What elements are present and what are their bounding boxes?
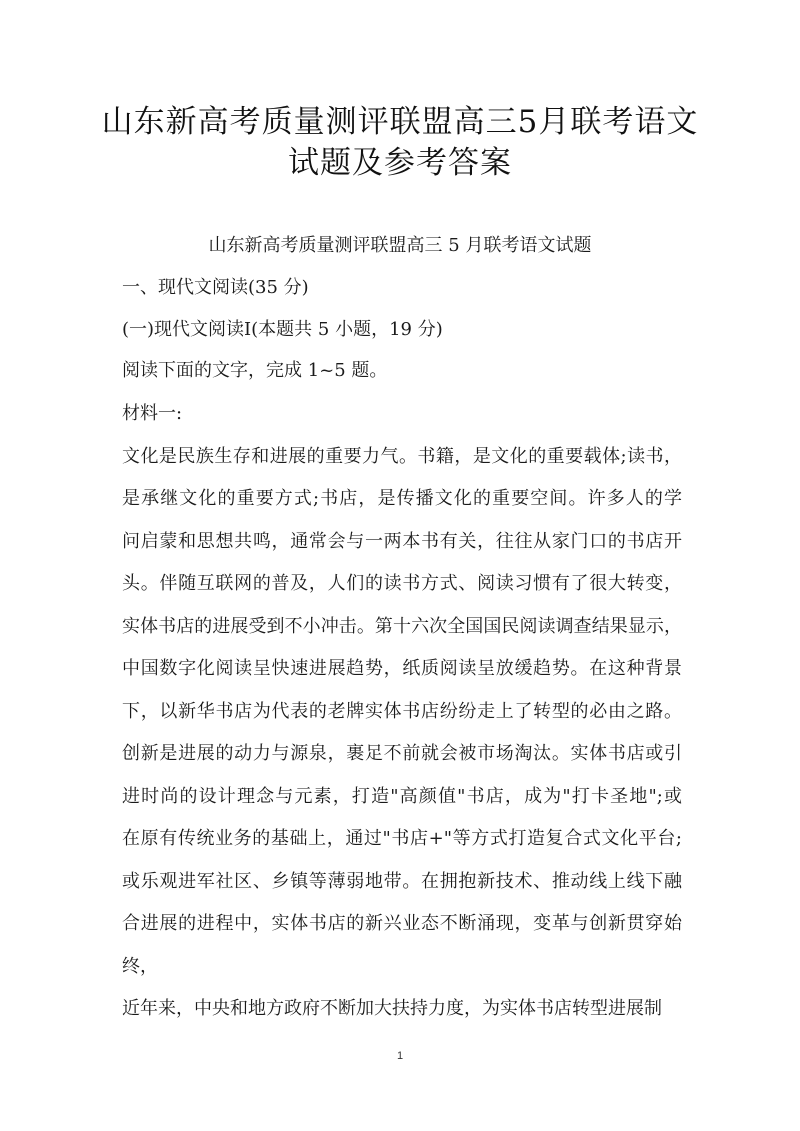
paragraph-line: 问启蒙和思想共鸣，通常会与一两本书有关，往往从家门口的书店开	[122, 531, 682, 552]
paragraph-line: 合进展的进程中，实体书店的新兴业态不断涌现，变革与创新贯穿始	[122, 913, 682, 934]
paragraph-line: 头。伴随互联网的普及，人们的读书方式、阅读习惯有了很大转变，	[122, 573, 682, 594]
paragraph-line: 实体书店的进展受到不小冲击。第十六次全国国民阅读调查结果显示，	[122, 616, 682, 637]
paragraph-line: 终，	[122, 956, 158, 977]
paragraph-line: 或乐观进军社区、乡镇等薄弱地带。在拥抱新技术、推动线上线下融	[122, 871, 682, 892]
paragraph-line: 进时尚的设计理念与元素，打造"高颜值"书店，成为"打卡圣地";或	[122, 786, 682, 807]
paragraph-line: 下，以新华书店为代表的老牌实体书店纷纷走上了转型的必由之路。	[122, 701, 682, 722]
paragraph-line: 近年来，中央和地方政府不断加大扶持力度，为实体书店转型进展制	[122, 998, 662, 1019]
paragraph-line: 创新是进展的动力与源泉，裹足不前就会被市场淘汰。实体书店或引	[122, 743, 682, 764]
subsection-heading: (一)现代文阅读Ⅰ(本题共 5 小题，19 分)	[122, 319, 443, 340]
exam-subtitle: 山东新高考质量测评联盟高三 5 月联考语文试题	[208, 235, 592, 256]
paragraph-line: 文化是民族生存和进展的重要力气。书籍，是文化的重要载体;读书，	[122, 446, 682, 467]
document-title-line-2: 试题及参考答案	[288, 145, 512, 181]
reading-instruction: 阅读下面的文字，完成 1~5 题。	[122, 360, 388, 381]
page-number: 1	[396, 1050, 404, 1062]
paragraph-line: 是承继文化的重要方式;书店，是传播文化的重要空间。许多人的学	[122, 488, 682, 509]
document-title-line-1: 山东新高考质量测评联盟高三5月联考语文	[101, 104, 699, 140]
material-label: 材料一:	[122, 403, 183, 424]
paragraph-line: 在原有传统业务的基础上，通过"书店+"等方式打造复合式文化平台;	[122, 828, 682, 849]
section-heading: 一、现代文阅读(35 分)	[122, 277, 309, 298]
paragraph-line: 中国数字化阅读呈快速进展趋势，纸质阅读呈放缓趋势。在这种背景	[122, 658, 682, 679]
